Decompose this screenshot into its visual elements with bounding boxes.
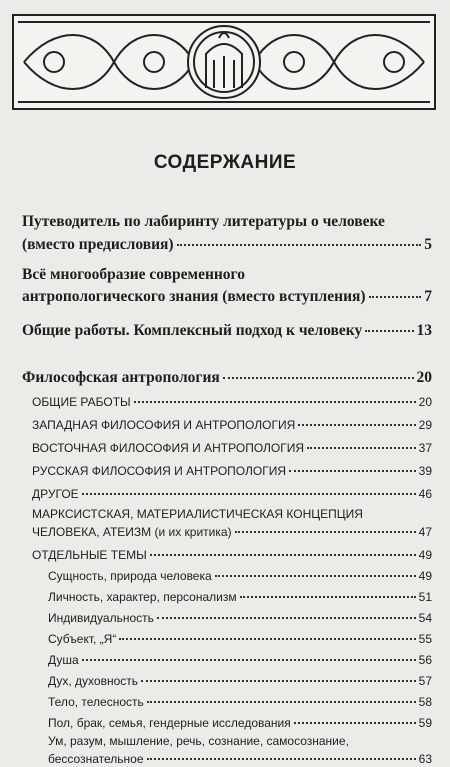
toc-topic-title: Дух, духовность <box>48 674 139 688</box>
toc-topic[interactable] <box>48 650 432 668</box>
dot-leader <box>82 647 416 661</box>
toc-topic[interactable] <box>48 692 432 710</box>
dot-leader <box>147 689 416 703</box>
toc-subentry[interactable] <box>32 484 432 502</box>
toc-subentry[interactable] <box>32 545 432 563</box>
toc-subentry-title-cont: ЧЕЛОВЕКА, АТЕИЗМ (и их критика) <box>32 525 232 539</box>
dot-leader <box>177 228 422 246</box>
toc-subentry-title: ВОСТОЧНАЯ ФИЛОСОФИЯ И АНТРОПОЛОГИЯ <box>32 441 305 455</box>
page-number: 37 <box>418 441 432 455</box>
dot-leader <box>147 746 416 760</box>
page-number: 39 <box>418 464 432 478</box>
toc-subentry-title: ДРУГОЕ <box>32 487 79 501</box>
toc-topic-title: Тело, телесность <box>48 695 144 709</box>
toc-entry-title: Общие работы. Комплексный подход к человеку <box>22 321 363 339</box>
toc-topic[interactable] <box>48 671 432 689</box>
page-number: 20 <box>418 395 432 409</box>
toc-entry-title: Путеводитель по лабиринту литературы о человеке <box>22 213 385 230</box>
toc-subentry[interactable] <box>32 507 432 540</box>
dot-leader <box>294 710 416 724</box>
toc-subentry[interactable] <box>32 438 432 456</box>
page-number: 49 <box>418 569 432 583</box>
dot-leader <box>240 584 416 598</box>
dot-leader <box>369 281 422 299</box>
page-number: 29 <box>418 418 432 432</box>
page-number: 58 <box>418 695 432 709</box>
dot-leader <box>223 362 414 380</box>
dot-leader <box>307 435 416 449</box>
toc-subentry[interactable] <box>32 415 432 433</box>
table-of-contents <box>22 212 432 767</box>
toc-topic-title: Индивидуальность <box>48 611 154 625</box>
page-number: 63 <box>418 752 432 766</box>
dot-leader <box>215 563 416 577</box>
toc-subentry[interactable] <box>32 461 432 479</box>
dot-leader <box>235 519 416 533</box>
ornamental-header-illustration <box>12 14 436 110</box>
toc-topic[interactable] <box>48 734 432 767</box>
toc-topic[interactable] <box>48 587 432 605</box>
page-number: 54 <box>418 611 432 625</box>
toc-topic-title-cont: бессознательное <box>48 752 144 766</box>
page-number: 57 <box>418 674 432 688</box>
toc-entry-philosophical-anthropology[interactable] <box>22 365 432 388</box>
contents-heading: СОДЕРЖАНИЕ <box>153 152 297 173</box>
toc-topic-title: Душа <box>48 653 79 667</box>
dot-leader <box>157 605 416 619</box>
toc-entry-title-cont: антропологического знания (вместо вступления) <box>22 288 366 305</box>
page-number: 13 <box>416 321 432 339</box>
page-number: 5 <box>424 235 432 253</box>
toc-entry-diversity[interactable] <box>22 265 432 307</box>
toc-topic-title: Пол, брак, семья, гендерные исследования <box>48 716 291 730</box>
dot-leader <box>289 458 416 472</box>
page-number: 20 <box>416 369 432 386</box>
toc-topic[interactable] <box>48 713 432 731</box>
toc-topic[interactable] <box>48 629 432 647</box>
page-number: 55 <box>418 632 432 646</box>
page-number: 56 <box>418 653 432 667</box>
toc-entry-title: Философская антропология <box>22 369 220 386</box>
toc-entry-title-cont: (вместо предисловия) <box>22 235 174 253</box>
dot-leader <box>365 314 413 332</box>
page-number: 47 <box>418 525 432 539</box>
dot-leader <box>150 542 416 556</box>
toc-subentry-title: ОБЩИЕ РАБОТЫ <box>32 395 131 409</box>
page-number: 59 <box>418 716 432 730</box>
toc-topic-title: Личность, характер, персонализм <box>48 590 237 604</box>
toc-entry-guide[interactable] <box>22 212 432 254</box>
page-number: 49 <box>418 548 432 562</box>
toc-entry-title: Всё многообразие современного <box>22 265 245 283</box>
toc-topic[interactable] <box>48 566 432 584</box>
toc-topic-title: Субъект, „Я“ <box>48 632 117 646</box>
toc-subentry-title: ЗАПАДНАЯ ФИЛОСОФИЯ И АНТРОПОЛОГИЯ <box>32 418 296 432</box>
toc-subentry-title: РУССКАЯ ФИЛОСОФИЯ И АНТРОПОЛОГИЯ <box>32 464 286 478</box>
toc-entry-general-works[interactable] <box>22 317 432 340</box>
toc-subentry-title: ОТДЕЛЬНЫЕ ТЕМЫ <box>32 548 147 562</box>
toc-subentry-title: МАРКСИСТСКАЯ, МАТЕРИАЛИСТИЧЕСКАЯ КОНЦЕПЦИЯ <box>32 507 363 521</box>
dot-leader <box>119 626 415 640</box>
page-number: 51 <box>418 590 432 604</box>
toc-topic-title: Сущность, природа человека <box>48 569 212 583</box>
dot-leader <box>134 389 416 403</box>
dot-leader <box>141 668 416 682</box>
topics-list <box>48 566 432 767</box>
toc-topic[interactable] <box>48 608 432 626</box>
page-number: 46 <box>418 487 432 501</box>
dot-leader <box>82 481 416 495</box>
toc-topic-title: Ум, разум, мышление, речь, сознание, самосознание, <box>48 734 349 748</box>
page-number: 7 <box>424 288 432 305</box>
toc-subentry[interactable] <box>32 392 432 410</box>
dot-leader <box>298 412 415 426</box>
subentries-list <box>32 392 432 767</box>
